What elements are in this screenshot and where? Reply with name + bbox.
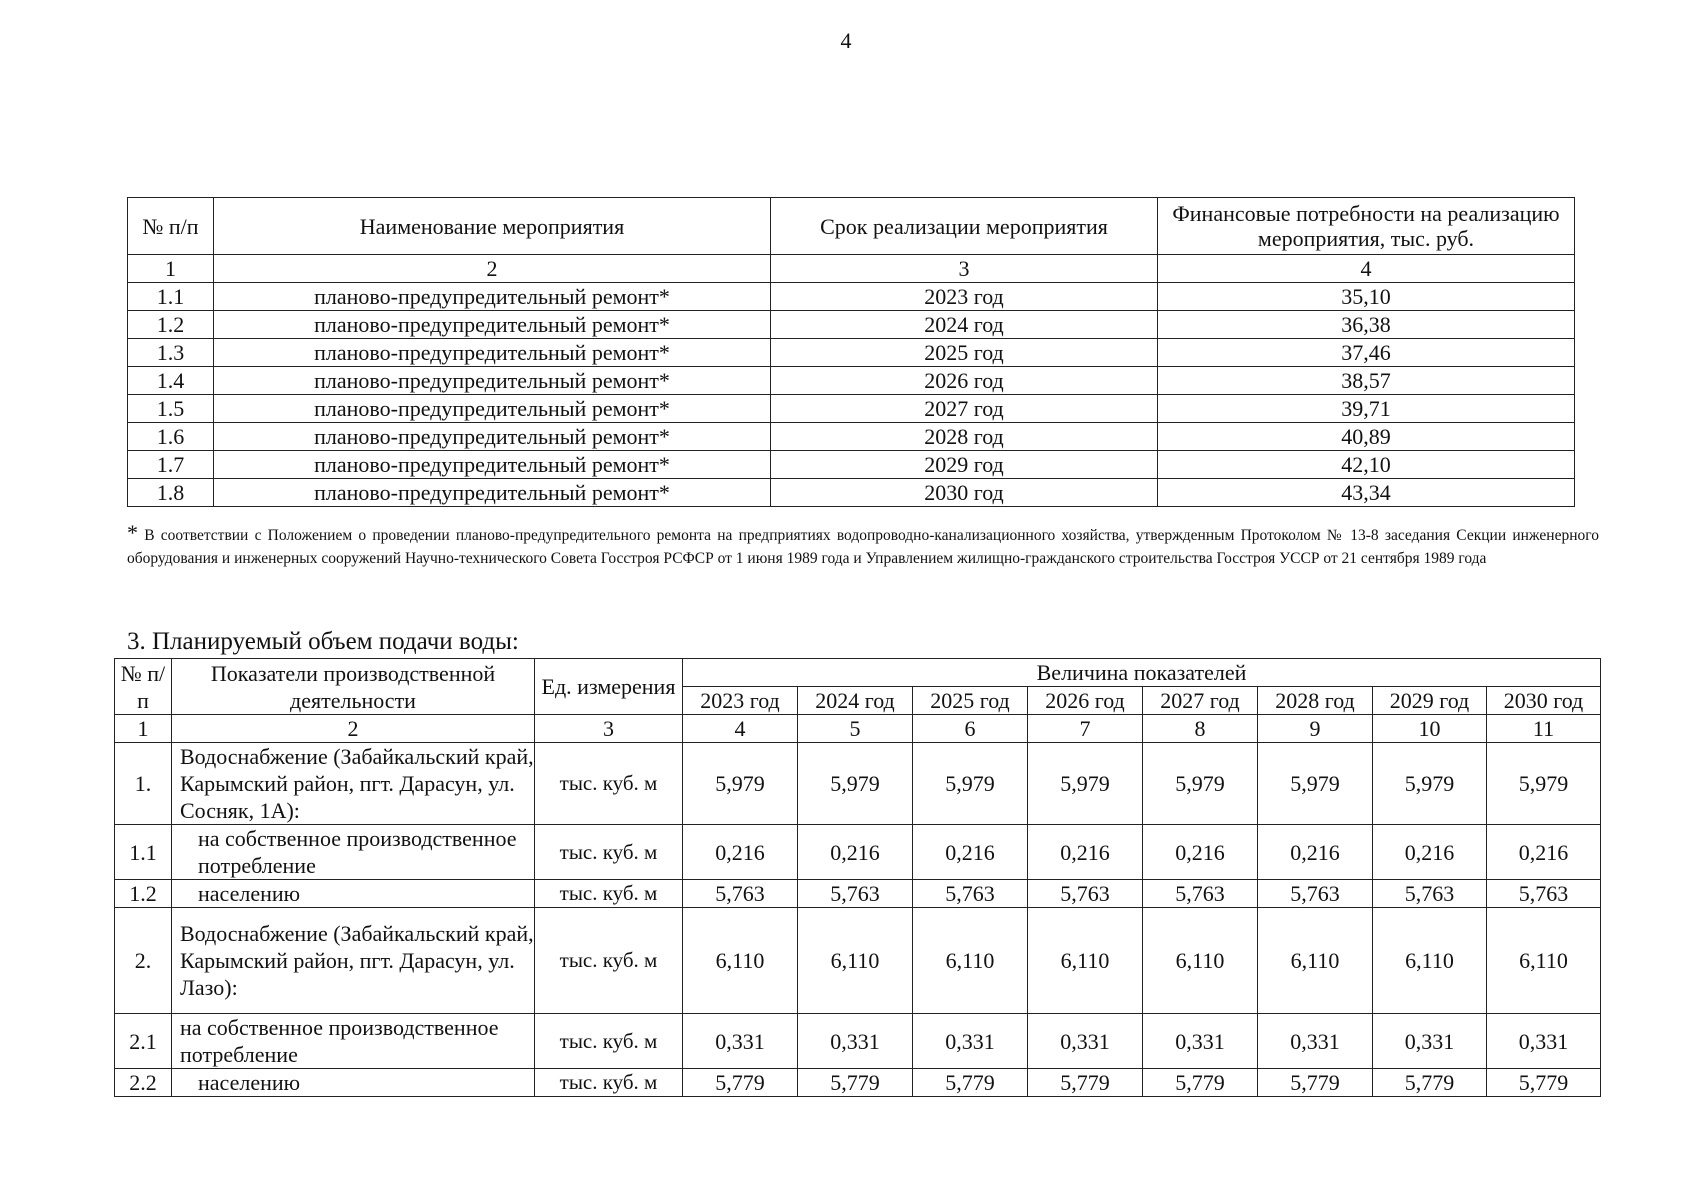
value-cell: 0,216 — [1143, 825, 1258, 880]
value-cell: 6,110 — [1143, 908, 1258, 1014]
implementation-term: 2029 год — [771, 451, 1158, 479]
index-cell: 9 — [1258, 715, 1373, 743]
financial-need: 43,34 — [1158, 479, 1575, 507]
year-header: 2028 год — [1258, 687, 1373, 715]
value-cell: 5,779 — [798, 1069, 913, 1097]
header-cell: Срок реализации мероприятия — [771, 198, 1158, 255]
value-cell: 5,763 — [798, 880, 913, 908]
index-cell: 6 — [913, 715, 1028, 743]
table-row — [128, 283, 1575, 311]
value-cell: 5,779 — [1487, 1069, 1601, 1097]
financial-need: 36,38 — [1158, 311, 1575, 339]
header-cell: Показатели производственной деятельности — [172, 659, 535, 715]
measure-name: планово-предупредительный ремонт* — [214, 395, 771, 423]
table-row — [128, 367, 1575, 395]
table-row — [115, 880, 1601, 908]
value-cell: 6,110 — [1028, 908, 1143, 1014]
value-cell: 5,979 — [913, 743, 1028, 825]
row-number: 2. — [115, 908, 172, 1014]
value-cell: 5,763 — [1373, 880, 1487, 908]
value-cell: 5,979 — [1373, 743, 1487, 825]
year-header: 2029 год — [1373, 687, 1487, 715]
value-cell: 5,979 — [798, 743, 913, 825]
value-cell: 6,110 — [1487, 908, 1601, 1014]
table-row — [128, 423, 1575, 451]
value-cell: 0,216 — [1258, 825, 1373, 880]
indicator-name: на собственное производственное потребление — [172, 1014, 535, 1069]
unit-cell: тыс. куб. м — [535, 880, 683, 908]
unit-cell: тыс. куб. м — [535, 825, 683, 880]
value-cell: 5,763 — [683, 880, 798, 908]
index-cell: 11 — [1487, 715, 1601, 743]
row-number: 1.7 — [128, 451, 214, 479]
table-row — [128, 339, 1575, 367]
indicator-name: Водоснабжение (Забайкальский край, Карымский район, пгт. Дарасун, ул. Сосняк, 1А): — [172, 743, 535, 825]
financial-need: 39,71 — [1158, 395, 1575, 423]
row-number: 1.5 — [128, 395, 214, 423]
value-cell: 0,216 — [913, 825, 1028, 880]
row-number: 1.2 — [115, 880, 172, 908]
unit-cell: тыс. куб. м — [535, 743, 683, 825]
value-cell: 5,763 — [1028, 880, 1143, 908]
implementation-term: 2024 год — [771, 311, 1158, 339]
unit-cell: тыс. куб. м — [535, 1014, 683, 1069]
maintenance-table-body — [128, 283, 1575, 507]
financial-need: 40,89 — [1158, 423, 1575, 451]
indicator-name: населению — [172, 880, 535, 908]
value-cell: 5,779 — [1028, 1069, 1143, 1097]
column-index-row — [115, 715, 1601, 743]
row-number: 1.6 — [128, 423, 214, 451]
implementation-term: 2023 год — [771, 283, 1158, 311]
index-cell: 8 — [1143, 715, 1258, 743]
footnote-marker: * — [127, 520, 138, 545]
index-cell: 3 — [535, 715, 683, 743]
table-row — [115, 908, 1601, 1014]
value-cell: 0,331 — [1143, 1014, 1258, 1069]
year-header: 2030 год — [1487, 687, 1601, 715]
row-number: 2.2 — [115, 1069, 172, 1097]
value-cell: 5,779 — [683, 1069, 798, 1097]
value-cell: 0,331 — [798, 1014, 913, 1069]
value-cell: 6,110 — [683, 908, 798, 1014]
index-cell: 1 — [115, 715, 172, 743]
table-row — [115, 825, 1601, 880]
index-cell: 2 — [214, 255, 771, 283]
table-row — [115, 1069, 1601, 1097]
row-number: 2.1 — [115, 1014, 172, 1069]
value-cell: 5,763 — [913, 880, 1028, 908]
value-cell: 0,331 — [1028, 1014, 1143, 1069]
section-title: 3. Планируемый объем подачи воды: — [127, 628, 519, 655]
header-cell: № п/п — [115, 659, 172, 715]
table-header-row — [115, 659, 1601, 687]
row-number: 1.4 — [128, 367, 214, 395]
page-number: 4 — [840, 28, 852, 53]
footnote-text: В соответствии с Положением о проведении планово-предупредительного ремонта на предприятиях водопроводно-канализационного хозяйства, утвержденным Протоколом № 13-8 заседания Секции инженерного оборудования и инженерных сооружений Научно-технического Совета Госстроя РСФСР от 1 июня 1989 года и Управлением жилищно-гражданского строительства Госстроя УССР от 21 сентября 1989 года — [127, 527, 1600, 567]
financial-need: 35,10 — [1158, 283, 1575, 311]
value-cell: 5,979 — [1028, 743, 1143, 825]
row-number: 1.1 — [128, 283, 214, 311]
value-cell: 0,216 — [1487, 825, 1601, 880]
financial-need: 38,57 — [1158, 367, 1575, 395]
value-cell: 0,331 — [1487, 1014, 1601, 1069]
indicator-name: населению — [172, 1069, 535, 1097]
value-cell: 6,110 — [1373, 908, 1487, 1014]
year-header: 2027 год — [1143, 687, 1258, 715]
maintenance-table — [127, 197, 1575, 507]
header-cell: Финансовые потребности на реализацию мероприятия, тыс. руб. — [1158, 198, 1575, 255]
value-cell: 5,763 — [1487, 880, 1601, 908]
index-cell: 1 — [128, 255, 214, 283]
unit-cell: тыс. куб. м — [535, 1069, 683, 1097]
column-index-row — [128, 255, 1575, 283]
table-row — [128, 451, 1575, 479]
row-number: 1.1 — [115, 825, 172, 880]
value-cell: 6,110 — [913, 908, 1028, 1014]
header-cell: Наименование мероприятия — [214, 198, 771, 255]
row-number: 1. — [115, 743, 172, 825]
measure-name: планово-предупредительный ремонт* — [214, 339, 771, 367]
value-cell: 6,110 — [1258, 908, 1373, 1014]
header-group-cell: Величина показателей — [683, 659, 1601, 687]
table-row — [115, 1014, 1601, 1069]
value-cell: 5,779 — [1373, 1069, 1487, 1097]
value-cell: 0,216 — [683, 825, 798, 880]
measure-name: планово-предупредительный ремонт* — [214, 479, 771, 507]
value-cell: 0,216 — [1373, 825, 1487, 880]
value-cell: 5,779 — [1258, 1069, 1373, 1097]
value-cell: 0,331 — [1258, 1014, 1373, 1069]
header-cell: Ед. измерения — [535, 659, 683, 715]
value-cell: 0,331 — [1373, 1014, 1487, 1069]
measure-name: планово-предупредительный ремонт* — [214, 451, 771, 479]
value-cell: 5,779 — [1143, 1069, 1258, 1097]
index-cell: 5 — [798, 715, 913, 743]
implementation-term: 2030 год — [771, 479, 1158, 507]
implementation-term: 2026 год — [771, 367, 1158, 395]
financial-need: 42,10 — [1158, 451, 1575, 479]
index-cell: 7 — [1028, 715, 1143, 743]
implementation-term: 2025 год — [771, 339, 1158, 367]
value-cell: 5,779 — [913, 1069, 1028, 1097]
value-cell: 5,979 — [1143, 743, 1258, 825]
value-cell: 5,763 — [1258, 880, 1373, 908]
measure-name: планово-предупредительный ремонт* — [214, 423, 771, 451]
unit-cell: тыс. куб. м — [535, 908, 683, 1014]
index-cell: 4 — [1158, 255, 1575, 283]
value-cell: 6,110 — [798, 908, 913, 1014]
value-cell: 0,216 — [798, 825, 913, 880]
implementation-term: 2027 год — [771, 395, 1158, 423]
index-cell: 3 — [771, 255, 1158, 283]
row-number: 1.2 — [128, 311, 214, 339]
table-row — [128, 479, 1575, 507]
table-row — [115, 743, 1601, 825]
measure-name: планово-предупредительный ремонт* — [214, 283, 771, 311]
value-cell: 5,763 — [1143, 880, 1258, 908]
value-cell: 0,331 — [913, 1014, 1028, 1069]
water-supply-table — [114, 658, 1601, 1097]
financial-need: 37,46 — [1158, 339, 1575, 367]
indicator-name: на собственное производственное потребление — [172, 825, 535, 880]
footnote — [127, 521, 1599, 570]
measure-name: планово-предупредительный ремонт* — [214, 311, 771, 339]
year-header: 2026 год — [1028, 687, 1143, 715]
row-number: 1.3 — [128, 339, 214, 367]
water-supply-table-body — [115, 743, 1601, 1097]
index-cell: 2 — [172, 715, 535, 743]
index-cell: 10 — [1373, 715, 1487, 743]
value-cell: 0,216 — [1028, 825, 1143, 880]
header-cell: № п/п — [128, 198, 214, 255]
year-header: 2024 год — [798, 687, 913, 715]
value-cell: 5,979 — [1258, 743, 1373, 825]
table-row — [128, 311, 1575, 339]
table-header-row — [128, 198, 1575, 255]
implementation-term: 2028 год — [771, 423, 1158, 451]
index-cell: 4 — [683, 715, 798, 743]
year-header: 2025 год — [913, 687, 1028, 715]
table-row — [128, 395, 1575, 423]
value-cell: 5,979 — [683, 743, 798, 825]
row-number: 1.8 — [128, 479, 214, 507]
measure-name: планово-предупредительный ремонт* — [214, 367, 771, 395]
value-cell: 5,979 — [1487, 743, 1601, 825]
indicator-name: Водоснабжение (Забайкальский край, Карымский район, пгт. Дарасун, ул. Лазо): — [172, 908, 535, 1014]
year-header: 2023 год — [683, 687, 798, 715]
value-cell: 0,331 — [683, 1014, 798, 1069]
